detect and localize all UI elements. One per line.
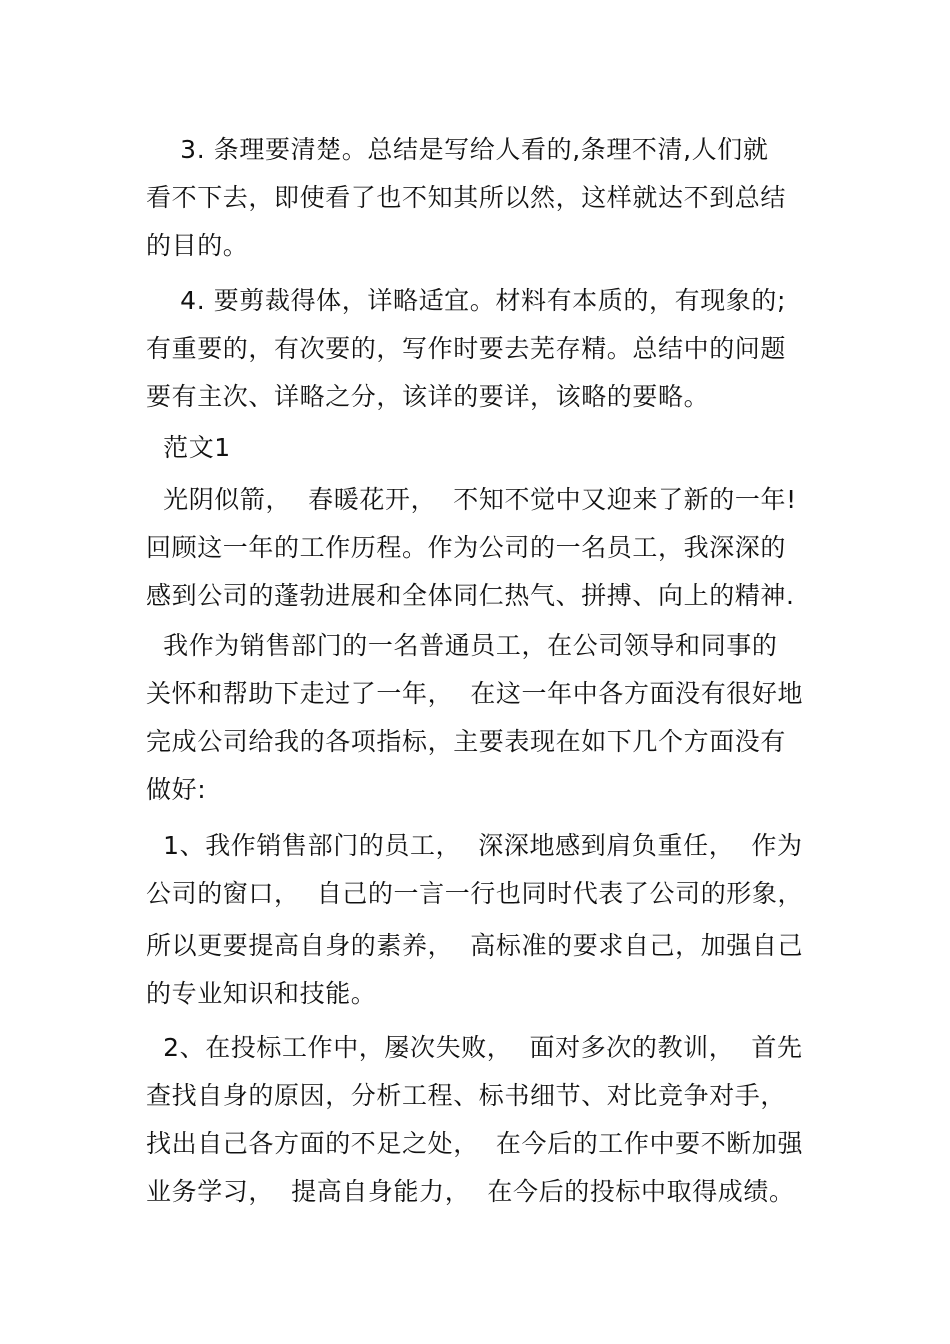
text-line: 业务学习， 提高自身能力， 在今后的投标中取得成绩。 [146, 1177, 795, 1206]
section-heading: 范文1 [146, 433, 231, 462]
text-line: 查找自身的原因，分析工程、标书细节、对比竞争对手， [146, 1081, 787, 1110]
text-line: 完成公司给我的各项指标，主要表现在如下几个方面没有 [146, 727, 787, 756]
text-line: 要有主次、详略之分，该详的要详，该略的要略。 [146, 382, 710, 411]
text-line: 1、我作销售部门的员工， 深深地感到肩负重任， 作为 [146, 831, 803, 860]
text-line: 有重要的，有次要的，写作时要去芜存精。总结中的问题 [146, 334, 787, 363]
text-line: 关怀和帮助下走过了一年， 在这一年中各方面没有很好地 [146, 679, 804, 708]
text-line: 找出自己各方面的不足之处， 在今后的工作中要不断加强 [146, 1129, 804, 1158]
text-line: 回顾这一年的工作历程。作为公司的一名员工，我深深的 [146, 533, 787, 562]
text-line: 所以更要提高自身的素养， 高标准的要求自己，加强自己 [146, 931, 804, 960]
text-line: 公司的窗口， 自己的一言一行也同时代表了公司的形象， [146, 879, 804, 908]
text-line: 的目的。 [146, 231, 249, 260]
text-line: 我作为销售部门的一名普通员工，在公司领导和同事的 [146, 631, 778, 660]
text-line: 4. 要剪裁得体，详略适宜。材料有本质的，有现象的; [146, 286, 787, 315]
text-line: 做好: [146, 775, 207, 804]
text-line: 感到公司的蓬勃进展和全体同仁热气、拼搏、向上的精神. [146, 581, 795, 610]
text-line: 3. 条理要清楚。总结是写给人看的,条理不清,人们就 [146, 135, 769, 164]
text-line: 光阴似箭， 春暖花开， 不知不觉中又迎来了新的一年! [146, 485, 797, 514]
text-line: 看不下去，即使看了也不知其所以然，这样就达不到总结 [146, 183, 787, 212]
text-line: 的专业知识和技能。 [146, 979, 377, 1008]
text-line: 2、在投标工作中，屡次失败， 面对多次的教训， 首先 [146, 1033, 803, 1062]
